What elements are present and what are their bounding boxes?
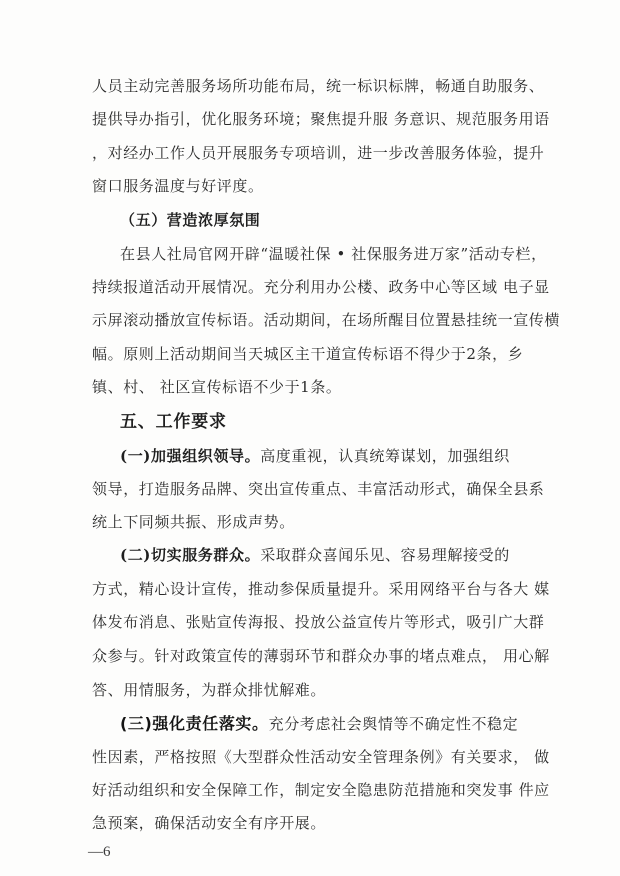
- page-number: —6: [88, 844, 111, 860]
- subsection-heading: （五）营造浓厚氛围: [120, 211, 261, 229]
- body-line: 镇、村、 社区宣传标语不少于1条。: [92, 378, 342, 396]
- requirement-2-lead: (二)切实服务群众。: [120, 546, 261, 564]
- body-line: 持续报道活动开展情况。充分利用办公楼、政务中心等区域 电子显: [92, 278, 550, 296]
- body-line: 统上下同频共振、形成声势。: [92, 513, 295, 531]
- body-line: 性因素，严格按照《大型群众性活动安全管理条例》有关要求， 做: [92, 748, 550, 766]
- body-line: 答、用情服务，为群众排忧解难。: [92, 681, 327, 699]
- requirement-3-first-text: 充分考虑社会舆情等不确定性不稳定: [268, 715, 519, 733]
- body-line: 领导，打造服务品牌、突出宣传重点、丰富活动形式，确保全县系: [92, 480, 545, 498]
- body-line: 方式，精心设计宣传，推动参保质量提升。采用网络平台与各大 媒: [92, 580, 550, 598]
- body-line: 众参与。针对政策宣传的薄弱环节和群众办事的堵点难点， 用心解: [92, 647, 550, 665]
- body-line: 人员主动完善服务场所功能布局，统一标识标牌，畅通自助服务、: [92, 77, 545, 95]
- requirement-1-lead: (一)加强组织领导。: [120, 447, 261, 465]
- requirement-1-first-text: 高度重视，认真统筹谋划，加强组织: [260, 447, 510, 465]
- body-line: 急预案，确保活动安全有序开展。: [92, 814, 327, 832]
- section-title: 五、工作要求: [120, 412, 227, 432]
- requirement-3-first-line: [120, 714, 518, 734]
- body-line: 示屏滚动播放宣传标语。活动期间，在场所醒目位置悬挂统一宣传横: [92, 311, 561, 329]
- body-line: 幅。原则上活动期间当天城区主干道宣传标语不得少于2条，乡: [92, 345, 524, 363]
- body-line: 提供导办指引，优化服务环境；聚焦提升服 务意识、规范服务用语: [92, 110, 550, 128]
- body-line: 在县人社局官网开辟“温暖社保 • 社保服务进万家”活动专栏，: [120, 245, 547, 263]
- body-line: 体发布消息、张贴宣传海报、投放公益宣传片等形式，吸引广大群: [92, 613, 545, 631]
- requirement-2-first-text: 采取群众喜闻乐见、容易理解接受的: [260, 546, 510, 564]
- body-line: 窗口服务温度与好评度。: [92, 177, 264, 195]
- body-line: 好活动组织和安全保障工作，制定安全隐患防范措施和突发事 件应: [92, 781, 550, 799]
- requirement-2-first-line: [120, 545, 510, 565]
- requirement-3-lead: (三)强化责任落实。: [120, 714, 269, 733]
- requirement-1-first-line: [120, 446, 510, 466]
- body-line: ，对经办工作人员开展服务专项培训，进一步改善服务体验，提升: [92, 144, 545, 162]
